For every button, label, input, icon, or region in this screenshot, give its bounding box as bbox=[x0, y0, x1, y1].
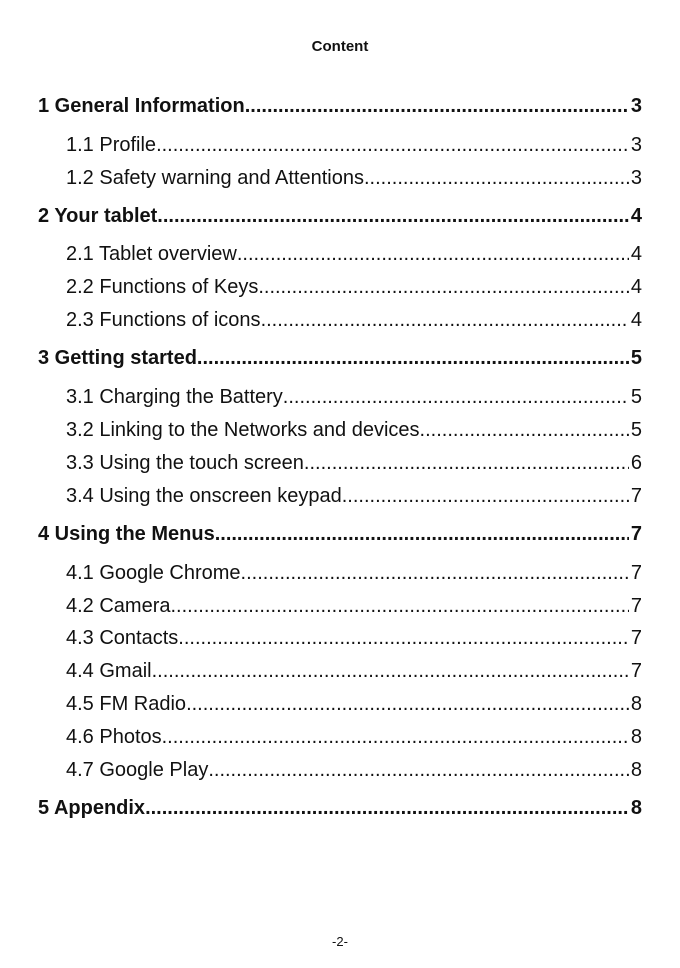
toc-entry-label: 1.2 Safety warning and Attentions bbox=[66, 167, 364, 189]
toc-leader-dots bbox=[364, 164, 629, 192]
toc-entry-page: 4 bbox=[630, 276, 642, 298]
toc-entry-functions-of-keys[interactable] bbox=[66, 273, 642, 301]
toc-entry-page: 7 bbox=[630, 595, 642, 617]
toc-entry-page: 3 bbox=[630, 95, 642, 117]
toc-entry-label: 4.3 Contacts bbox=[66, 627, 179, 649]
toc-leader-dots bbox=[304, 449, 629, 477]
toc-entry-tablet-overview[interactable] bbox=[66, 240, 642, 268]
toc-leader-dots bbox=[186, 690, 629, 718]
page-number: -2- bbox=[332, 934, 348, 949]
toc-entry-page: 3 bbox=[630, 167, 642, 189]
toc-entry-page: 4 bbox=[630, 243, 642, 265]
toc-entry-page: 4 bbox=[630, 309, 642, 331]
toc-leader-dots bbox=[342, 482, 629, 510]
toc-entry-page: 7 bbox=[630, 562, 642, 584]
toc-entry-label: 2 Your tablet bbox=[38, 205, 158, 227]
toc-entry-general-information[interactable] bbox=[38, 92, 642, 120]
toc-leader-dots bbox=[157, 202, 629, 230]
page-title: Content bbox=[311, 38, 369, 55]
toc-entry-page: 6 bbox=[630, 452, 642, 474]
toc-entry-contacts[interactable] bbox=[66, 624, 642, 652]
toc-entry-page: 4 bbox=[630, 205, 642, 227]
toc-entry-touch-screen[interactable] bbox=[66, 449, 642, 477]
toc-entry-page: 7 bbox=[630, 523, 642, 545]
toc-entry-page: 8 bbox=[630, 797, 642, 819]
toc-entry-label: 3.2 Linking to the Networks and devices bbox=[66, 419, 420, 441]
toc-leader-dots bbox=[283, 383, 629, 411]
toc-entry-label: 2.1 Tablet overview bbox=[66, 243, 237, 265]
toc-entry-google-play[interactable] bbox=[66, 756, 642, 784]
toc-entry-fm-radio[interactable] bbox=[66, 690, 642, 718]
toc-leader-dots bbox=[237, 240, 629, 268]
toc-entry-page: 8 bbox=[630, 726, 642, 748]
toc-entry-page: 7 bbox=[630, 660, 642, 682]
toc-entry-page: 3 bbox=[630, 134, 642, 156]
toc-entry-label: 4.6 Photos bbox=[66, 726, 162, 748]
toc-leader-dots bbox=[197, 344, 629, 372]
toc-entry-onscreen-keypad[interactable] bbox=[66, 482, 642, 510]
toc-entry-your-tablet[interactable] bbox=[38, 202, 642, 230]
toc-entry-label: 4.5 FM Radio bbox=[66, 693, 187, 715]
toc-entry-gmail[interactable] bbox=[66, 657, 642, 685]
toc-entry-using-the-menus[interactable] bbox=[38, 520, 642, 548]
toc-entry-label: 4.2 Camera bbox=[66, 595, 171, 617]
toc-leader-dots bbox=[261, 306, 629, 334]
toc-entry-page: 5 bbox=[630, 419, 642, 441]
toc-entry-label: 3.4 Using the onscreen keypad bbox=[66, 485, 342, 507]
toc-leader-dots bbox=[245, 92, 629, 120]
toc-entry-functions-of-icons[interactable] bbox=[66, 306, 642, 334]
toc-entry-page: 7 bbox=[630, 485, 642, 507]
toc-entry-camera[interactable] bbox=[66, 592, 642, 620]
toc-entry-profile[interactable] bbox=[66, 131, 642, 159]
toc-entry-label: 2.3 Functions of icons bbox=[66, 309, 261, 331]
toc-entry-label: 2.2 Functions of Keys bbox=[66, 276, 259, 298]
toc-entry-charging-battery[interactable] bbox=[66, 383, 642, 411]
toc-entry-label: 4.4 Gmail bbox=[66, 660, 152, 682]
toc-entry-label: 1 General Information bbox=[38, 95, 245, 117]
toc-leader-dots bbox=[241, 559, 629, 587]
toc-entry-page: 8 bbox=[630, 759, 642, 781]
toc-entry-page: 5 bbox=[630, 386, 642, 408]
toc-leader-dots bbox=[208, 756, 629, 784]
toc-leader-dots bbox=[171, 592, 629, 620]
toc-leader-dots bbox=[178, 624, 629, 652]
toc-entry-appendix[interactable] bbox=[38, 794, 642, 822]
toc-leader-dots bbox=[420, 416, 629, 444]
toc-leader-dots bbox=[152, 657, 629, 685]
toc-entry-page: 8 bbox=[630, 693, 642, 715]
toc-entry-label: 5 Appendix bbox=[38, 797, 146, 819]
toc-entry-label: 4 Using the Menus bbox=[38, 523, 215, 545]
toc-leader-dots bbox=[156, 131, 629, 159]
toc-entry-label: 4.7 Google Play bbox=[66, 759, 209, 781]
toc-entry-page: 5 bbox=[630, 347, 642, 369]
toc-leader-dots bbox=[215, 520, 629, 548]
toc-entry-photos[interactable] bbox=[66, 723, 642, 751]
toc-leader-dots bbox=[145, 794, 629, 822]
toc-entry-getting-started[interactable] bbox=[38, 344, 642, 372]
toc-entry-safety-warning[interactable] bbox=[66, 164, 642, 192]
toc-leader-dots bbox=[258, 273, 629, 301]
toc-entry-label: 3.3 Using the touch screen bbox=[66, 452, 304, 474]
toc-entry-label: 3.1 Charging the Battery bbox=[66, 386, 283, 408]
toc-entry-label: 4.1 Google Chrome bbox=[66, 562, 241, 584]
toc-entry-page: 7 bbox=[630, 627, 642, 649]
toc-entry-label: 1.1 Profile bbox=[66, 134, 157, 156]
toc-entry-google-chrome[interactable] bbox=[66, 559, 642, 587]
toc-entry-label: 3 Getting started bbox=[38, 347, 197, 369]
toc-leader-dots bbox=[162, 723, 629, 751]
toc-entry-linking-networks[interactable] bbox=[66, 416, 642, 444]
